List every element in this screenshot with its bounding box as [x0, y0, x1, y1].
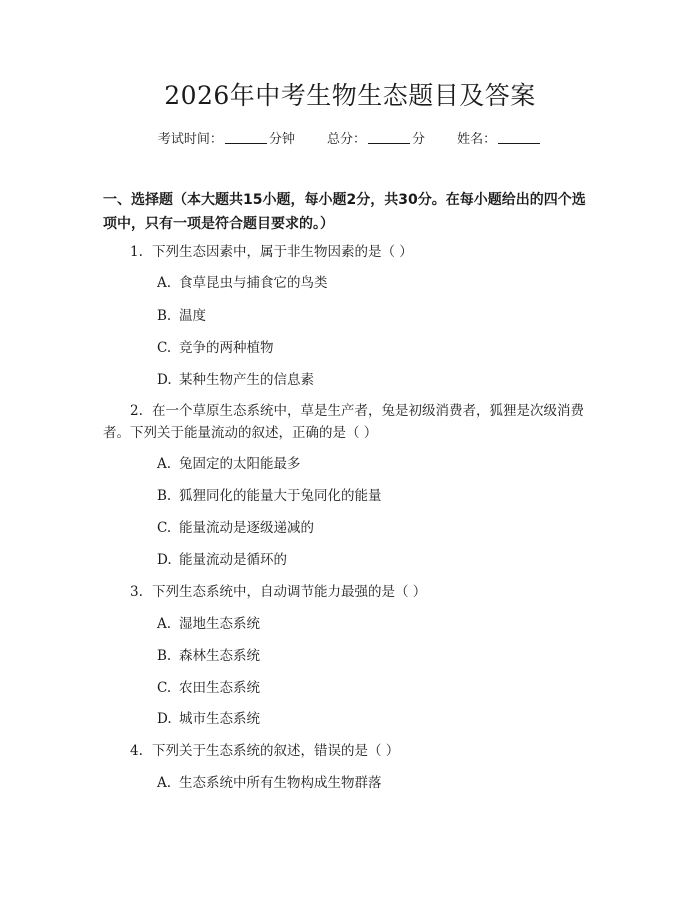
option-text: 某种生物产生的信息素 [179, 372, 314, 388]
option-label: A. [157, 456, 172, 472]
option-text: 湿地生态系统 [179, 616, 260, 632]
option-label: B. [157, 308, 172, 324]
question-text: 下列关于生态系统的叙述，错误的是（ ） [152, 743, 400, 759]
question-1-option-d [157, 369, 314, 391]
student-name-label: 姓名： [457, 132, 497, 147]
question-3-option-c [157, 677, 260, 699]
question-2 [103, 400, 599, 444]
student-name-field [457, 130, 542, 150]
question-2-option-c [157, 517, 314, 539]
option-text: 温度 [179, 308, 206, 324]
option-label: C. [157, 340, 172, 356]
exam-time-field [158, 130, 295, 150]
option-label: A. [157, 775, 172, 791]
total-score-blank [368, 131, 410, 144]
question-number: 1. [130, 244, 143, 260]
question-1-option-b [157, 305, 206, 327]
student-name-blank [498, 131, 540, 144]
question-3-option-a [157, 613, 260, 635]
option-label: A. [157, 616, 172, 632]
option-text: 竞争的两种植物 [179, 340, 274, 356]
exam-time-blank [225, 131, 267, 144]
option-text: 食草昆虫与捕食它的鸟类 [179, 275, 328, 291]
exam-info-row [0, 130, 700, 150]
option-label: B. [157, 488, 172, 504]
question-4-option-a [157, 772, 382, 794]
exam-time-unit: 分钟 [268, 132, 295, 147]
question-text: 下列生态系统中，自动调节能力最强的是（ ） [152, 584, 427, 600]
option-text: 兔固定的太阳能最多 [179, 456, 301, 472]
option-label: B. [157, 648, 172, 664]
option-text: 森林生态系统 [179, 648, 260, 664]
question-3-option-b [157, 645, 260, 667]
exam-time-label: 考试时间： [157, 132, 223, 147]
question-4 [130, 740, 399, 762]
option-text: 生态系统中所有生物构成生物群落 [179, 775, 382, 791]
question-2-option-a [157, 453, 301, 475]
question-2-option-b [157, 485, 382, 507]
question-text: 下列生态因素中，属于非生物因素的是（ ） [152, 244, 413, 260]
option-label: C. [157, 520, 172, 536]
total-score-unit: 分 [412, 132, 426, 147]
option-text: 能量流动是逐级递减的 [179, 520, 314, 536]
question-2-option-d [157, 549, 287, 571]
section-heading: 一、选择题（本大题共15小题，每小题2分，共30分。在每小题给出的四个选项中，只有一项是符合题目要求的。） [103, 192, 586, 232]
option-label: D. [157, 711, 172, 727]
option-label: A. [157, 275, 172, 291]
question-1-option-c [157, 337, 274, 359]
option-text: 狐狸同化的能量大于兔同化的能量 [179, 488, 382, 504]
question-3-option-d [157, 708, 260, 730]
page-title: 2026年中考生物生态题目及答案 [164, 81, 536, 110]
question-number: 2. [130, 403, 143, 419]
question-text: 在一个草原生态系统中，草是生产者，兔是初级消费者，狐狸是次级消费者。下列关于能量流动的叙述，正确的是（ ） [103, 403, 584, 441]
question-1-option-a [157, 272, 328, 294]
option-text: 城市生态系统 [179, 711, 260, 727]
total-score-label: 总分： [326, 132, 366, 147]
option-label: D. [157, 552, 172, 568]
option-label: D. [157, 372, 172, 388]
option-text: 能量流动是循环的 [179, 552, 287, 568]
question-number: 3. [130, 584, 143, 600]
question-number: 4. [130, 743, 143, 759]
question-1 [130, 241, 413, 263]
option-label: C. [157, 680, 172, 696]
total-score-field [327, 130, 425, 150]
question-3 [130, 581, 426, 603]
option-text: 农田生态系统 [179, 680, 260, 696]
